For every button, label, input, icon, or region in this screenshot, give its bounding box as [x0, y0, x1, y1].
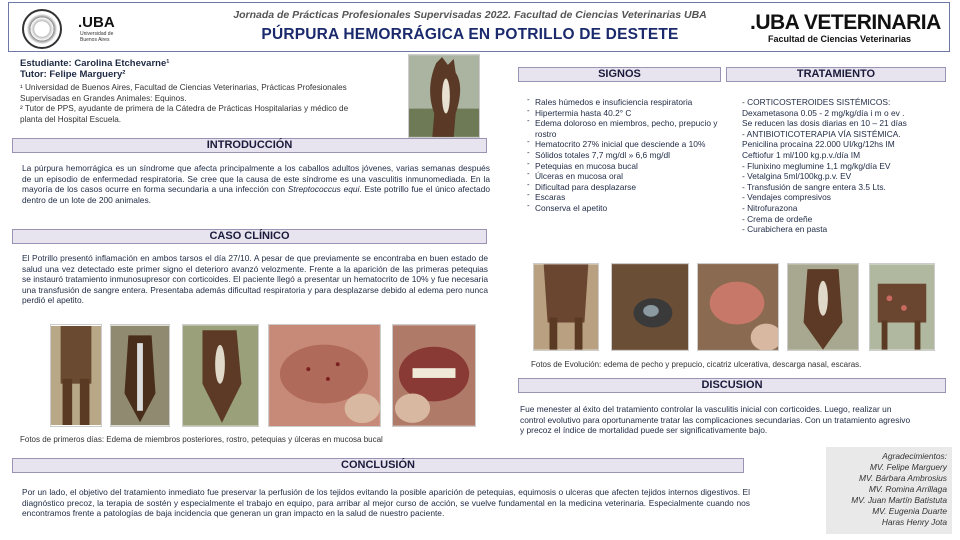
first-days-caption: Fotos de primeros días: Edema de miembros posteriores, rostro, petequias y úlceras en mucosa bucal: [20, 435, 383, 444]
evolution-caption: Fotos de Evolución: edema de pecho y prepucio, cicatriz ulcerativa, descarga nasal, escaras.: [531, 360, 862, 369]
signs-section-bar: [518, 67, 721, 82]
affiliation-2: ² Tutor de PPS, ayudante de primera de la Cátedra de Prácticas Hospitalarias y médico de planta del Hospital Escuela.: [20, 104, 349, 124]
signs-title: SIGNOS: [598, 68, 641, 80]
sign-item: - Hipertermia hasta 40.2° C: [527, 108, 722, 119]
discussion-title: DISCUSION: [701, 379, 763, 391]
student-name: Estudiante: Carolina Etchevarne¹: [20, 58, 170, 69]
signs-list: [527, 97, 722, 214]
event-title: Jornada de Prácticas Profesionales Supervisadas 2022. Facultad de Ciencias Veterinarias UBA: [233, 9, 707, 21]
ack-name: MV. Felipe Marguery: [869, 462, 947, 472]
treatment-section-bar: [726, 67, 946, 82]
treatment-list: [742, 97, 950, 235]
treatment-item: Se reducen las dosis diarias en 10 – 21 días: [742, 118, 907, 129]
ack-title: Agradecimientos:: [882, 451, 947, 461]
treatment-item: Penicilina procaína 22.000 UI/kg/12hs IM: [742, 139, 895, 150]
case-section-bar: [12, 229, 487, 244]
sign-item: - Conserva el apetito: [527, 203, 722, 214]
ack-name: Haras Henry Jota: [881, 517, 947, 527]
oral-ulcers-photo: [392, 324, 476, 427]
eye-photo: [611, 263, 689, 351]
sign-item: - Úlceras en mucosa oral: [527, 171, 722, 182]
authors-block: [20, 58, 169, 80]
uba-logo: .UBA: [78, 14, 115, 31]
discussion-section-bar: [518, 378, 946, 393]
sign-item: - Hematocrito 27% inicial que desciende a 10%: [527, 139, 722, 150]
uba-seal-icon: [22, 9, 62, 49]
treatment-item: - Crema de ordeñe: [742, 213, 813, 224]
ack-name: MV. Bárbara Ambrosius: [859, 473, 947, 483]
ack-name: MV. Juan Martín Batistuta: [851, 495, 947, 505]
conclusion-title: CONCLUSIÓN: [341, 459, 415, 471]
sign-item: - Escaras: [527, 192, 722, 203]
tutor-name: Tutor: Felipe Marguery²: [20, 69, 126, 80]
mucosa-petechiae-photo: [268, 324, 381, 427]
affiliations: [20, 83, 350, 125]
intro-text-italic: Streptococcus equi: [287, 184, 360, 195]
scabs-photo: [869, 263, 935, 351]
uba-logo-sub: Universidad de Buenos Aires: [80, 31, 114, 43]
intro-section-bar: [12, 138, 487, 153]
horse-portrait-photo: [408, 54, 480, 138]
ack-name: MV. Romina Arrillaga: [868, 484, 947, 494]
conclusion-text: Por un lado, el objetivo del tratamiento inmediato fue preservar la perfusión de los tejidos evitando la posible aparición de petequias, equimosis o ulceras que afecten tejidos internos digestivos. El diagnóstico precoz, la terapia de sostén y especialmente el trabajo en equipo, para arribar al mejor curso de acción, se vuelve fundamental en la medicina veterinaria. Especialmente cuando nos encontramos frente a patologías de baja incidencia que generan un gran impacto en la salud de nuestro paciente.: [22, 487, 750, 519]
sign-item: - Petequias en mucosa bucal: [527, 161, 722, 172]
affiliation-1: ¹ Universidad de Buenos Aires, Facultad de Ciencias Veterinarias, Prácticas Profesionales Supervisadas en Grandes Animales: Equinos.: [20, 83, 347, 103]
treatment-item: - Flunixino meglumine 1,1 mg/kg/día EV: [742, 160, 891, 171]
poster-title: PÚRPURA HEMORRÁGICA EN POTRILLO DE DESTETE: [261, 26, 679, 43]
intro-text: [22, 163, 490, 205]
conclusion-section-bar: [12, 458, 744, 473]
sign-item: - Sólidos totales 7,7 mg/dl » 6,6 mg/dl: [527, 150, 722, 161]
nasal-discharge-photo: [787, 263, 859, 351]
treatment-item: - CORTICOSTEROIDES SISTÉMICOS:: [742, 97, 891, 107]
discussion-text: Fue menester al éxito del tratamiento controlar la vasculitis inicial con corticoides. Luego, realizar un control evolutivo para oportunamente tratar las complicaciones secundarias. Con un tratamiento agresivo y precoz el índice de mortalidad puede ser significativamente bajo.: [520, 404, 911, 436]
uba-veterinaria-logo: .UBA VETERINARIA: [750, 11, 941, 34]
treatment-item: Dexametasona 0.05 - 2 mg/kg/día i m o ev .: [742, 107, 905, 118]
uba-veterinaria-sub: Facultad de Ciencias Veterinarias: [768, 34, 912, 44]
ack-name: MV. Eugenia Duarte: [872, 506, 947, 516]
case-title: CASO CLÍNICO: [209, 230, 290, 242]
horse-face-photo-2: [182, 324, 259, 427]
sign-item: - Edema doloroso en miembros, pecho, prepucio y rostro: [527, 118, 722, 139]
horse-face-photo-1: [110, 324, 170, 427]
hind-legs-photo: [50, 324, 102, 427]
sign-item: - Rales húmedos e insuficiencia respiratoria: [527, 97, 722, 108]
case-text: El Potrillo presentó inflamación en ambos tarsos el día 27/10. A pesar de que previamente se encontraba en buen estado de salud una vez detectado este primer signo el deterioro avanzó velozmente. Frente a la aparición de las primeras petequias se instauró tratamiento inmunosupresor con corticoides. El paciente llegó a presentar un hematocrito de 10% y fue necesaria una transfusión de sangre entera. Presentaba además dificultad respiratoria y para desplazarse debido al edema pero nunca perdió el apetito.: [22, 253, 488, 306]
treatment-item: - Vendajes compresivos: [742, 192, 831, 203]
sign-item: - Dificultad para desplazarse: [527, 182, 722, 193]
treatment-item: - Transfusión de sangre entera 3.5 Lts.: [742, 181, 886, 192]
intro-title: INTRODUCCIÓN: [206, 139, 293, 151]
ulcer-scar-photo: [697, 263, 779, 351]
treatment-item: Ceftiofur 1 ml/100 kg.p.v./día IM: [742, 149, 861, 160]
treatment-item: - Vetalgina 5ml/100kg.p.v. EV: [742, 171, 852, 182]
treatment-item: - ANTIBIOTICOTERAPIA VÍA SISTÉMICA.: [742, 128, 901, 139]
acknowledgements-box: [826, 447, 952, 534]
chest-edema-photo: [533, 263, 599, 351]
treatment-title: TRATAMIENTO: [796, 68, 876, 80]
intro-text-b: . Este potrillo fue el único afectado dentro de un lote de 200 animales.: [22, 184, 491, 205]
treatment-item: - Nitrofurazona: [742, 202, 798, 213]
intro-text-a: La púrpura hemorrágica es un síndrome que afecta principalmente a los caballos adultos jóvenes, varias semanas después de un episodio de enfermedad respiratoria. Se cree que la causa de este síndrome es una vasculitis inmunomediada. En la mayoría de los casos ocurre en forma secundaria a una infección con: [22, 163, 490, 195]
treatment-item: - Curabichera en pasta: [742, 224, 828, 235]
